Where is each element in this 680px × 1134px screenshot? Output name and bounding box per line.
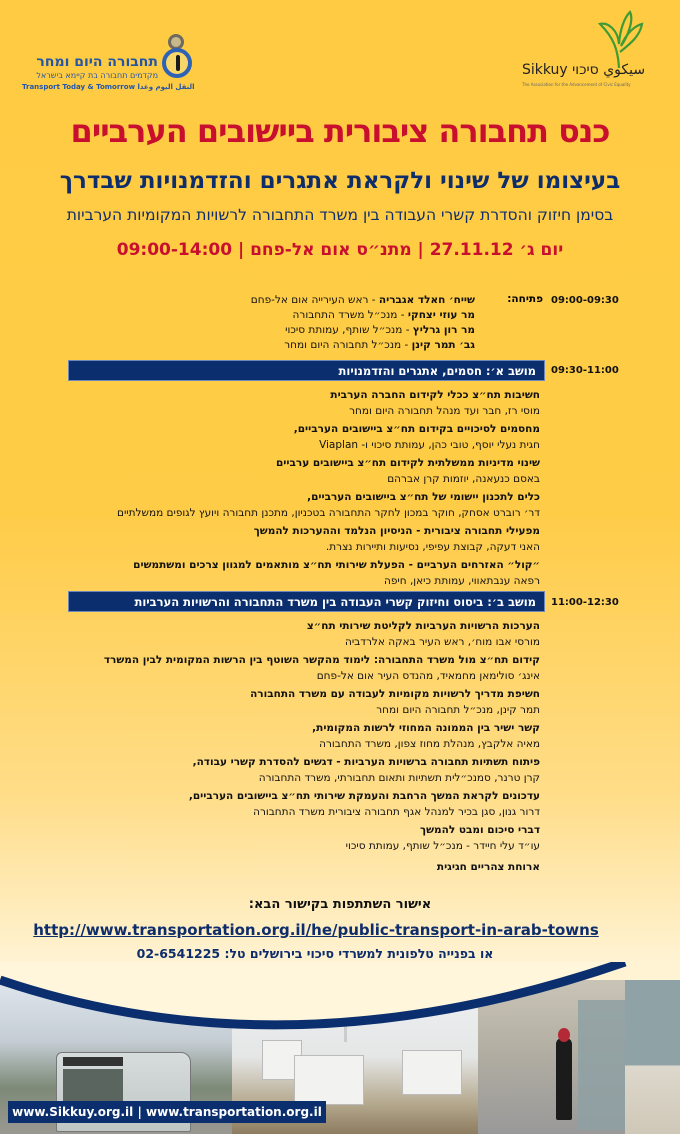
program-item: חשיבות תח״צ ככלי לקידום החברה הערבית מוסי רז, חבר ועד מנהל תחבורה היום ומחר (330, 389, 540, 417)
program-item: הערכות הרשויות הערביות לקליטת שירותי תח״צ מורסי אבו מוח׳, ראש העיר באקה אלרדביה (306, 620, 540, 648)
phone-line: או בפנייה טלפונית למשרדי סיכוי בירושלים טל: 02-6541225 (136, 946, 494, 961)
navy-arc (0, 962, 680, 1052)
session-a-items (60, 387, 540, 591)
program-item: דברי סיכום ומבט להמשך עו״ד עלי חיידר - מנכ״ל שותף, עמותת סיכוי (345, 824, 540, 852)
session-b-header: מושב ב׳: ביסוס וחיזוק קשרי העבודה בין משרד התחבורה והרשויות הערביות (68, 591, 545, 612)
registration-label: אישור השתתפות בקישור הבא: (248, 897, 432, 912)
program-item: קשר ישיר בין הממונה המחוזי לרשות המקומית, מאיה אלקבץ, מנהלת מחוז צפון, משרד התחבורה (312, 722, 540, 750)
logo-name-en-ar: Transport Today & Tomorrow النقل اليوم وغدا (22, 83, 195, 91)
program-item: קידום תח״צ מול משרד התחבורה: לימוד מהקשר השוטף בין הרשות המקומית לבין המשרד אינג׳ סולימאן מחמאיד, מהנדס העיר אום אל-פחם (103, 654, 540, 682)
opening-time: 09:00-09:30 (551, 295, 619, 306)
session-b-items (60, 618, 540, 876)
program-item: כלים לתכנון יישומי של תח״צ ביישובים הערביים, דר׳ רוברט אסחק, חוקר במכון לחקר התחבורה בטכניון, מתכנן תחבורה ויועץ לגופים ממשלתיים (116, 491, 540, 519)
registration-link[interactable]: http://www.transportation.org.il/he/public-transport-in-arab-towns (33, 921, 599, 939)
session-a-time: 09:30-11:00 (551, 365, 619, 376)
pedestrian-wheel-icon (162, 48, 192, 78)
opening-speakers (75, 293, 475, 353)
date-location-line: יום ג׳ 27.11.12 | מתנ״ס אום אל-פחם | 09:00-14:00 (116, 240, 564, 260)
sprout-icon (594, 10, 644, 70)
program-item: חשיפת מדריך לרשויות מקומיות לעבודה עם משרד התחבורה תמר קינן, מנכ״ל תחבורה היום ומחר (250, 688, 540, 716)
footer-websites[interactable]: www.Sikkuy.org.il | www.transportation.org.il (8, 1101, 326, 1123)
program-item: פיתוח תשתיות תחבורה ברשויות הערביות - דגשים להסדרת קשרי עבודה, קרן טרנר, סמנכ״לית תשתיות ותאום תחבורתי, משרד התחבורה (192, 756, 540, 784)
program-item: עדכונים לקראת המשך הרחבת והעמקת שירותי תח״צ ביישובים הערביים, דרור גנון, סגן בכיר למנהל אגף תחבורה ציבורית משרד התחבורה (188, 790, 540, 818)
transport-today-logo (22, 38, 195, 98)
program-item: שינוי מדיניות ממשלתית לקידום תח״צ ביישובים ערביים באסם כנעאנה, יוזמות קרן אברהם (275, 457, 540, 485)
speaker-line: שייח׳ חאלד אגבריה - ראש העירייה אום אל-פחם (250, 294, 475, 306)
conference-subtitle: בעיצומו של שינוי ולקראת אתגרים והזדמנויות שבדרך (59, 168, 621, 194)
speaker-line: גב׳ תמר קינן - מנכ״ל תחבורה היום ומחר (284, 339, 475, 351)
session-a-header: מושב א׳: חסמים, אתגרים והזדמנויות (68, 360, 545, 381)
logo-name-he: תחבורה היום ומחר (36, 54, 158, 70)
sikkuy-name: Sikkuy سيكوي סיכוי (522, 62, 646, 78)
session-b-time: 11:00-12:30 (551, 597, 619, 608)
conference-tagline: בסימן חיזוק והסדרת קשרי העבודה בין משרד התחבורה לרשויות המקומיות הערביות (66, 206, 614, 224)
conference-title: כנס תחבורה ציבורית ביישובים הערביים (70, 112, 610, 150)
logo-tagline-he: מקדמים תחבורה בת קיימא בישראל (36, 71, 158, 80)
lunch-item: ארוחת צהריים חגיגית (436, 861, 540, 873)
sikkuy-tagline: The Association for the Advancement of Civic Equality (522, 82, 631, 87)
speaker-line: מר עוזי יצחקי - מנכ״ל משרד התחבורה (292, 309, 475, 321)
program-item: מפעילי תחבורה ציבורית - הניסיון הנלמד וההערכות להמשך האני דעקה, קבוצת עפיפי, נסיעות ותיירות נצרת. (253, 525, 540, 553)
program-item: ״קול״ האזרחים הערביים - הפעלת שירותי תח״צ מותאמים למגוון צרכים ומשתמשים רפאה ענבתאווי, עמותת כיאן, חיפה (133, 559, 540, 587)
program-item: מחסמים לסיכויים בקידום תח״צ ביישובים הערביים, חגית נעלי יוסף, טובי כהן, עמותת סיכוי ו- Viaplan (293, 423, 540, 451)
opening-label: פתיחה: (507, 293, 543, 305)
speaker-line: מר רון גרליץ - מנכ״ל שותף, עמותת סיכוי (285, 324, 475, 336)
sikkuy-logo (522, 10, 672, 120)
